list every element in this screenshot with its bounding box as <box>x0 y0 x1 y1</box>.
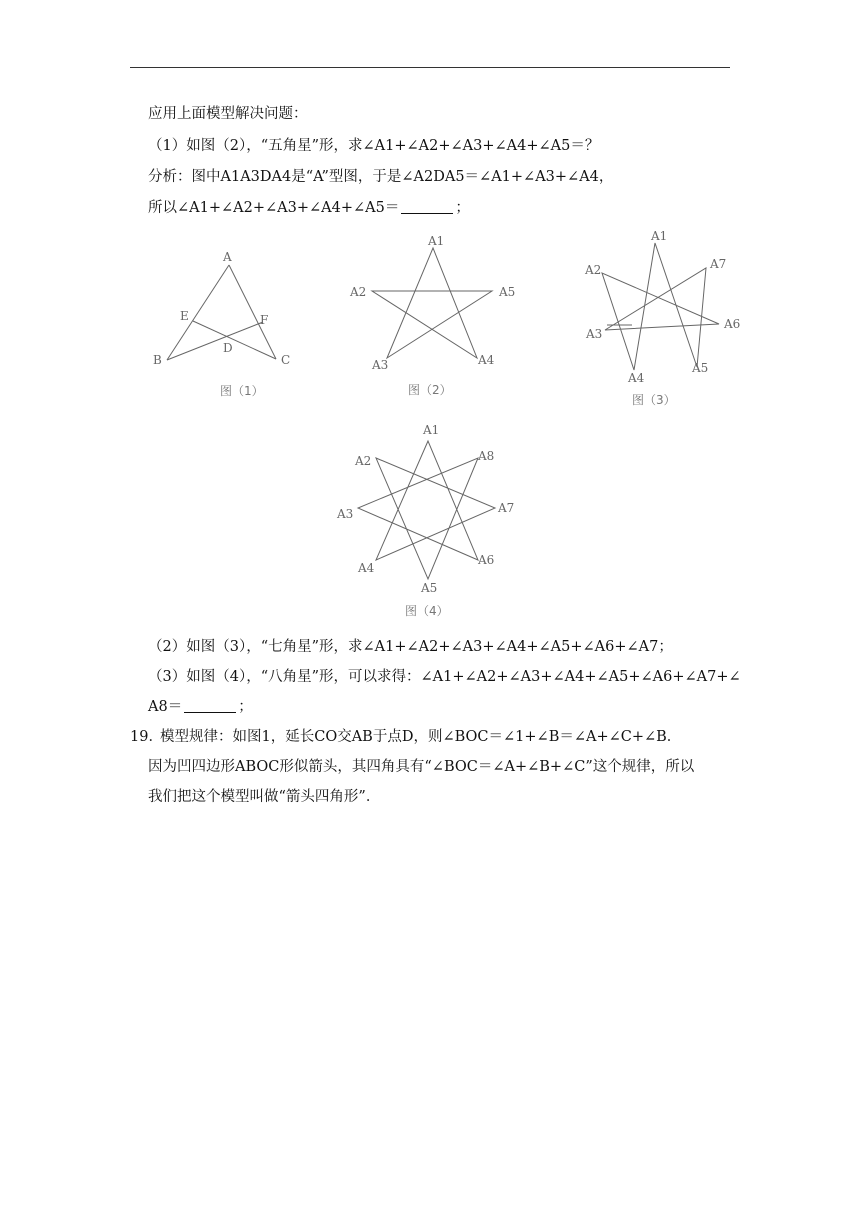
fig4-caption: 图（4） <box>405 604 449 618</box>
fig4-label-a1: A1 <box>423 423 440 437</box>
fig3-label-a1: A1 <box>651 229 668 243</box>
figure-3 <box>584 229 740 407</box>
q3-suffix: ； <box>238 699 253 715</box>
fig2-caption: 图（2） <box>408 383 452 397</box>
fig4-label-a4: A4 <box>358 561 375 575</box>
question-3-line1: （3）如图（4），“八角星”形，可以求得：∠A1+∠A2+∠A3+∠A4+∠A5+∠A6+∠A7+∠ <box>148 669 741 685</box>
fig2-label-a4: A4 <box>478 353 495 367</box>
fig1-label-f: F <box>260 313 269 327</box>
fig3-label-a5: A5 <box>692 361 709 375</box>
fig3-caption: 图（3） <box>632 393 676 407</box>
sum-suffix: ； <box>455 200 470 216</box>
question-1: （1）如图（2），“五角星”形，求∠A1+∠A2+∠A3+∠A4+∠A5＝？ <box>148 138 600 154</box>
fig3-label-a7: A7 <box>710 257 727 271</box>
fig4-label-a2: A2 <box>355 454 372 468</box>
fig4-label-a7: A7 <box>498 501 515 515</box>
question-19-line3: 我们把这个模型叫做“箭头四角形”． <box>148 789 381 805</box>
fig2-label-a2: A2 <box>350 285 367 299</box>
fig2-label-a5: A5 <box>499 285 516 299</box>
fig1-caption: 图（1） <box>220 384 264 398</box>
figure-1 <box>153 250 290 398</box>
q3-prefix: A8＝ <box>148 699 183 715</box>
fig2-label-a1: A1 <box>428 234 445 248</box>
fig3-label-a2: A2 <box>585 263 602 277</box>
fig4-label-a8: A8 <box>478 449 495 463</box>
fig3-label-a4: A4 <box>628 371 645 385</box>
question-19-line2: 因为凹四边形ABOC形似箭头，其四角具有“∠BOC＝∠A+∠B+∠C”这个规律，所以 <box>148 759 695 775</box>
figure-2 <box>349 234 515 397</box>
fig1-label-a: A <box>223 250 232 264</box>
sum-prefix: 所以∠A1+∠A2+∠A3+∠A4+∠A5＝ <box>148 200 400 216</box>
question-2: （2）如图（3），“七角星”形，求∠A1+∠A2+∠A3+∠A4+∠A5+∠A6+∠A7； <box>148 639 673 655</box>
fig1-label-d: D <box>223 341 233 355</box>
fig1-label-e: E <box>180 309 189 323</box>
question-19-number: 19． <box>130 729 163 745</box>
figure-4 <box>336 423 514 618</box>
intro-text: 应用上面模型解决问题： <box>148 106 308 122</box>
fig4-label-a6: A6 <box>478 553 495 567</box>
fig3-label-a6: A6 <box>724 317 741 331</box>
fig4-label-a5: A5 <box>421 581 438 595</box>
fig1-label-c: C <box>281 353 291 367</box>
fig4-label-a3: A3 <box>337 507 354 521</box>
fig3-label-a3: A3 <box>586 327 603 341</box>
question-19-line1: 模型规律：如图1，延长CO交AB于点D，则∠BOC＝∠1+∠B＝∠A+∠C+∠B． <box>160 729 682 745</box>
fig1-label-b: B <box>153 353 162 367</box>
fig2-label-a3: A3 <box>372 358 389 372</box>
analysis-text: 分析：图中A1A3DA4是“A”型图，于是∠A2DA5＝∠A1+∠A3+∠A4， <box>148 169 614 185</box>
